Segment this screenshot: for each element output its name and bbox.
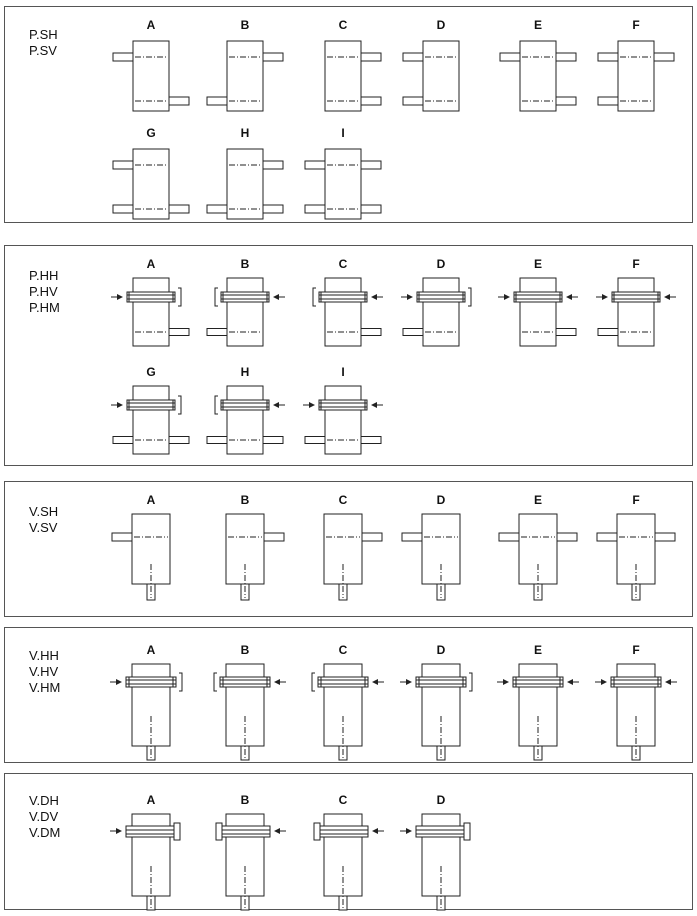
arrow-icon <box>601 679 607 685</box>
hollow-shaft-flange <box>221 292 269 302</box>
variant-label: H <box>240 365 250 379</box>
bracket-icon <box>215 396 218 414</box>
arrow-icon <box>504 294 510 300</box>
variant-label: D <box>436 493 446 507</box>
variant-label: F <box>632 18 640 32</box>
mount-code: V.HM <box>29 680 61 695</box>
arrow-icon <box>567 679 573 685</box>
input-shaft <box>654 53 674 61</box>
bracket-icon <box>178 288 181 306</box>
mount-code: P.SV <box>29 43 57 58</box>
shrink-disk-shaft <box>220 826 270 837</box>
gearbox-housing <box>132 514 170 584</box>
output-shaft <box>169 329 189 336</box>
variant-label: I <box>341 126 345 140</box>
shrink-disk-shaft <box>126 826 176 837</box>
arrow-icon <box>117 402 123 408</box>
gearbox-housing <box>617 664 655 746</box>
hollow-shaft-flange <box>127 400 175 410</box>
mount-code: V.SH <box>29 504 59 519</box>
variant-label: G <box>146 126 156 140</box>
arrow-icon <box>116 679 122 685</box>
arrow-icon <box>406 679 412 685</box>
arrow-icon <box>602 294 608 300</box>
input-shaft <box>263 161 283 169</box>
output-shaft <box>403 329 423 336</box>
variant-label: F <box>632 493 640 507</box>
input-shaft <box>557 533 577 541</box>
diagram-v-disk <box>5 774 694 911</box>
bracket-icon <box>468 288 471 306</box>
hollow-shaft-flange <box>417 292 465 302</box>
gearbox-housing <box>519 664 557 746</box>
mount-code: V.HV <box>29 664 59 679</box>
output-shaft <box>361 329 381 336</box>
gearbox-housing <box>133 386 169 454</box>
output-shaft <box>263 205 283 213</box>
variant-label: E <box>533 493 543 507</box>
panel-p-hollow <box>4 245 693 466</box>
diagram-p-shaft <box>5 7 694 224</box>
output-shaft <box>207 437 227 444</box>
mount-code: P.HV <box>29 284 58 299</box>
variant-label: C <box>338 793 348 807</box>
input-shaft <box>402 533 422 541</box>
input-shaft <box>264 533 284 541</box>
input-shaft <box>556 53 576 61</box>
arrow-icon <box>503 679 509 685</box>
variant-label: D <box>436 643 446 657</box>
hollow-shaft-flange <box>612 292 660 302</box>
bracket-icon <box>469 673 472 691</box>
variant-label: H <box>240 126 250 140</box>
arrow-icon <box>372 679 378 685</box>
input-shaft <box>499 533 519 541</box>
gearbox-housing <box>617 514 655 584</box>
variant-label: F <box>632 643 640 657</box>
variant-label: B <box>240 793 250 807</box>
input-shaft <box>305 161 325 169</box>
mount-code: V.DH <box>29 793 59 808</box>
output-shaft <box>169 205 189 213</box>
variant-label: I <box>341 365 345 379</box>
input-shaft <box>403 53 423 61</box>
arrow-icon <box>407 294 413 300</box>
input-shaft <box>113 53 133 61</box>
panel-v-shaft <box>4 481 693 617</box>
output-shaft <box>556 97 576 105</box>
hollow-shaft-flange <box>220 677 270 687</box>
variant-label: D <box>436 257 446 271</box>
shrink-disk <box>314 823 320 840</box>
bracket-icon <box>313 288 316 306</box>
output-shaft <box>263 437 283 444</box>
output-shaft <box>403 97 423 105</box>
output-shaft <box>598 97 618 105</box>
arrow-icon <box>309 402 315 408</box>
gearbox-housing <box>227 278 263 346</box>
hollow-shaft-flange <box>319 400 367 410</box>
shrink-disk <box>216 823 222 840</box>
variant-label: C <box>338 257 348 271</box>
variant-label: C <box>338 18 348 32</box>
arrow-icon <box>371 294 377 300</box>
arrow-icon <box>273 294 279 300</box>
variant-label: A <box>146 493 156 507</box>
variant-label: D <box>436 793 446 807</box>
gearbox-housing <box>422 514 460 584</box>
hollow-shaft-flange <box>514 292 562 302</box>
variant-label: E <box>533 18 543 32</box>
shrink-disk-shaft <box>318 826 368 837</box>
output-shaft <box>305 437 325 444</box>
bracket-icon <box>214 673 217 691</box>
input-shaft <box>362 533 382 541</box>
variant-label: E <box>533 643 543 657</box>
variant-label: A <box>146 793 156 807</box>
arrow-icon <box>274 679 280 685</box>
panel-p-shaft <box>4 6 693 223</box>
bracket-icon <box>179 673 182 691</box>
hollow-shaft-flange <box>416 677 466 687</box>
mount-code: V.SV <box>29 520 58 535</box>
arrow-icon <box>371 402 377 408</box>
mount-code: P.HM <box>29 300 60 315</box>
hollow-shaft-flange <box>221 400 269 410</box>
diagram-v-hollow <box>5 628 694 764</box>
gearbox-housing <box>618 278 654 346</box>
gearbox-housing <box>324 514 362 584</box>
arrow-icon <box>665 679 671 685</box>
variant-label: F <box>632 257 640 271</box>
input-shaft <box>597 533 617 541</box>
mount-code: P.SH <box>29 27 58 42</box>
arrow-icon <box>406 828 412 834</box>
hollow-shaft-flange <box>319 292 367 302</box>
input-shaft <box>361 161 381 169</box>
hollow-shaft-flange <box>513 677 563 687</box>
mount-code: P.HH <box>29 268 59 283</box>
shrink-disk <box>174 823 180 840</box>
arrow-icon <box>566 294 572 300</box>
gearbox-housing <box>422 664 460 746</box>
gearbox-housing <box>133 278 169 346</box>
gearbox-housing <box>324 664 362 746</box>
gearbox-housing <box>423 278 459 346</box>
input-shaft <box>361 53 381 61</box>
variant-label: B <box>240 643 250 657</box>
input-shaft <box>500 53 520 61</box>
gearbox-housing <box>226 514 264 584</box>
bracket-icon <box>312 673 315 691</box>
output-shaft <box>556 329 576 336</box>
bracket-icon <box>178 396 181 414</box>
variant-label: E <box>533 257 543 271</box>
gearbox-housing <box>227 386 263 454</box>
input-shaft <box>598 53 618 61</box>
panel-v-hollow <box>4 627 693 763</box>
hollow-shaft-flange <box>611 677 661 687</box>
arrow-icon <box>273 402 279 408</box>
output-shaft <box>113 437 133 444</box>
input-shaft <box>113 161 133 169</box>
panel-v-disk <box>4 773 693 910</box>
hollow-shaft-flange <box>126 677 176 687</box>
variant-label: G <box>146 365 156 379</box>
output-shaft <box>598 329 618 336</box>
arrow-icon <box>664 294 670 300</box>
output-shaft <box>113 205 133 213</box>
mount-code: V.DM <box>29 825 61 840</box>
diagram-p-hollow <box>5 246 694 467</box>
gearbox-housing <box>325 278 361 346</box>
variant-label: A <box>146 18 156 32</box>
output-shaft <box>305 205 325 213</box>
shrink-disk-shaft <box>416 826 466 837</box>
gearbox-housing <box>520 278 556 346</box>
output-shaft <box>361 97 381 105</box>
output-shaft <box>169 437 189 444</box>
variant-label: B <box>240 18 250 32</box>
bracket-icon <box>215 288 218 306</box>
output-shaft <box>169 97 189 105</box>
input-shaft <box>655 533 675 541</box>
output-shaft <box>207 205 227 213</box>
variant-label: D <box>436 18 446 32</box>
variant-label: B <box>240 493 250 507</box>
gearbox-housing <box>226 664 264 746</box>
gearbox-housing <box>519 514 557 584</box>
arrow-icon <box>116 828 122 834</box>
variant-label: C <box>338 493 348 507</box>
arrow-icon <box>372 828 378 834</box>
output-shaft <box>361 205 381 213</box>
variant-label: A <box>146 643 156 657</box>
hollow-shaft-flange <box>127 292 175 302</box>
input-shaft <box>112 533 132 541</box>
gearbox-housing <box>325 386 361 454</box>
shrink-disk <box>464 823 470 840</box>
arrow-icon <box>274 828 280 834</box>
arrow-icon <box>117 294 123 300</box>
variant-label: C <box>338 643 348 657</box>
hollow-shaft-flange <box>318 677 368 687</box>
output-shaft <box>361 437 381 444</box>
output-shaft <box>207 329 227 336</box>
output-shaft <box>207 97 227 105</box>
gearbox-housing <box>132 664 170 746</box>
mount-code: V.DV <box>29 809 59 824</box>
mount-code: V.HH <box>29 648 59 663</box>
input-shaft <box>263 53 283 61</box>
variant-label: B <box>240 257 250 271</box>
variant-label: A <box>146 257 156 271</box>
diagram-v-shaft <box>5 482 694 618</box>
